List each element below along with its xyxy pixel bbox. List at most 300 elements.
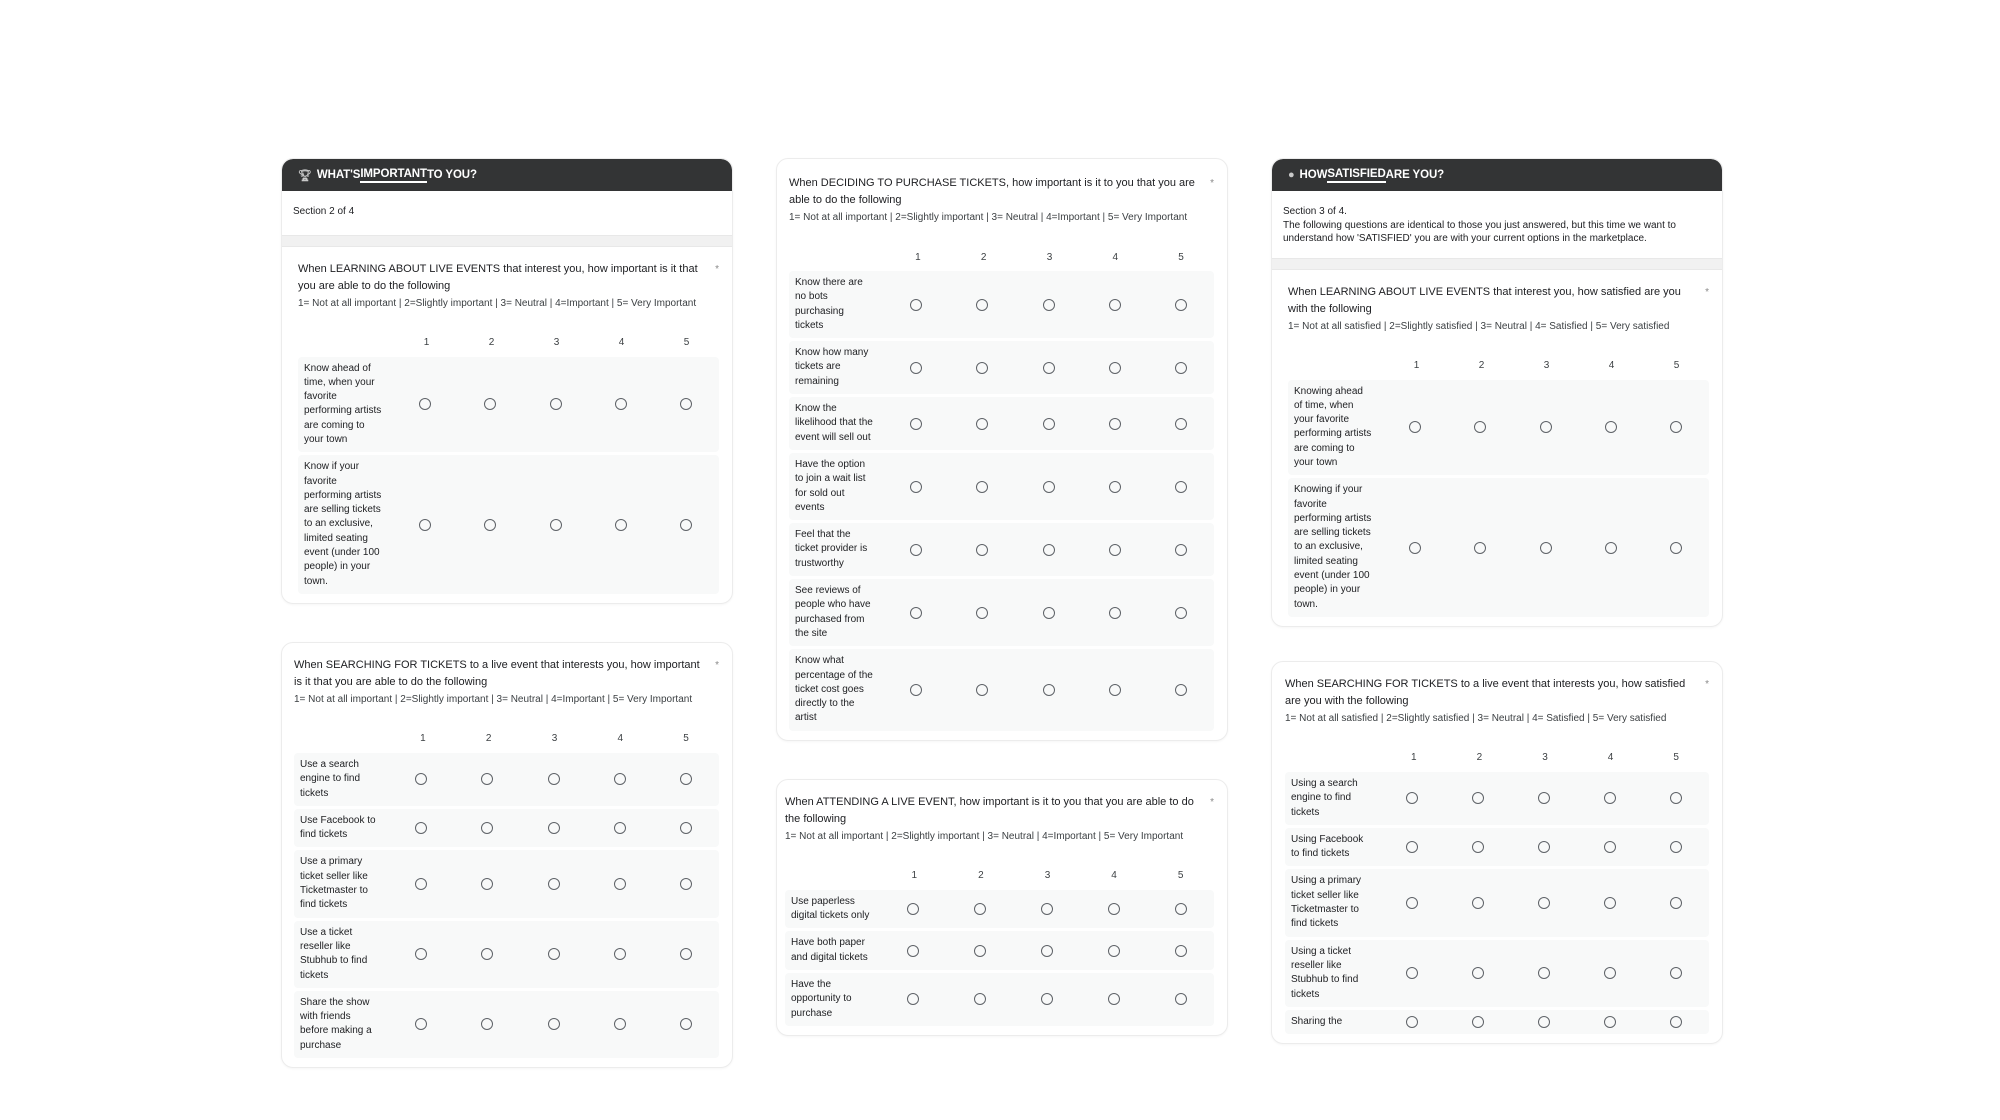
radio-button[interactable] xyxy=(1540,542,1552,554)
radio-button[interactable] xyxy=(548,1018,560,1030)
radio-button[interactable] xyxy=(1472,967,1484,979)
radio-button[interactable] xyxy=(614,822,626,834)
radio-button[interactable] xyxy=(907,903,919,915)
grid-cell xyxy=(1447,421,1512,433)
grid-cell xyxy=(454,1018,520,1030)
grid-column-headers xyxy=(294,725,719,753)
grid-cell xyxy=(1082,607,1148,619)
grid-cell xyxy=(654,519,719,531)
grid-row xyxy=(789,649,1214,730)
grid-cell xyxy=(1013,903,1080,915)
radio-button[interactable] xyxy=(614,948,626,960)
radio-button[interactable] xyxy=(481,1018,493,1030)
question-imp-deciding xyxy=(777,159,1227,740)
radio-button[interactable] xyxy=(1604,897,1616,909)
radio-button[interactable] xyxy=(1406,1016,1418,1028)
radio-button[interactable] xyxy=(1108,993,1120,1005)
radio-button[interactable] xyxy=(680,398,692,410)
required-asterisk: * xyxy=(1705,678,1709,690)
radio-button[interactable] xyxy=(1108,945,1120,957)
radio-button[interactable] xyxy=(1175,903,1187,915)
grid-cell xyxy=(388,1018,454,1030)
radio-button[interactable] xyxy=(1474,542,1486,554)
grid-cell xyxy=(1445,792,1511,804)
radio-button[interactable] xyxy=(976,362,988,374)
grid-cell xyxy=(392,519,457,531)
radio-button[interactable] xyxy=(1043,362,1055,374)
grid-row-label: Know what percentage of the ticket cost goes directly to the artist xyxy=(795,655,873,724)
grid-cell xyxy=(1445,967,1511,979)
radio-button[interactable] xyxy=(976,299,988,311)
grid-column-header: 4 xyxy=(617,733,624,745)
radio-button[interactable] xyxy=(976,481,988,493)
radio-button[interactable] xyxy=(907,993,919,1005)
grid-column-header: 4 xyxy=(1112,251,1119,263)
grid-cell xyxy=(1080,903,1147,915)
grid-cell xyxy=(653,878,719,890)
grid-cell xyxy=(1511,1016,1577,1028)
radio-button[interactable] xyxy=(415,822,427,834)
grid-column-header: 2 xyxy=(980,251,987,263)
radio-button[interactable] xyxy=(1109,299,1121,311)
radio-button[interactable] xyxy=(1474,421,1486,433)
radio-button[interactable] xyxy=(1538,967,1550,979)
section-2-title-post: TO YOU? xyxy=(426,169,477,181)
grid-cell xyxy=(523,398,588,410)
radio-button[interactable] xyxy=(1604,841,1616,853)
grid-cell xyxy=(1148,607,1214,619)
radio-button[interactable] xyxy=(415,773,427,785)
required-asterisk: * xyxy=(1705,286,1709,298)
grid-cell xyxy=(1015,544,1081,556)
grid-row xyxy=(1285,1010,1709,1034)
grid-cell xyxy=(1445,1016,1511,1028)
grid-row xyxy=(785,973,1214,1026)
grid-row xyxy=(785,931,1214,970)
grid-column-header: 1 xyxy=(1411,752,1417,764)
radio-button[interactable] xyxy=(548,948,560,960)
grid-row-label: Have both paper and digital tickets xyxy=(791,937,868,963)
radio-button[interactable] xyxy=(1409,542,1421,554)
section-3-header xyxy=(1272,159,1722,191)
grid-cell xyxy=(1445,897,1511,909)
grid-column-header: 5 xyxy=(1177,870,1184,882)
grid-cell xyxy=(1148,362,1214,374)
radio-button[interactable] xyxy=(1670,542,1682,554)
radio-button[interactable] xyxy=(1406,841,1418,853)
radio-button[interactable] xyxy=(1604,967,1616,979)
question-title: When ATTENDING A LIVE EVENT, how important is it to you that you are able to do the following xyxy=(785,795,1194,825)
grid-cell xyxy=(1644,421,1709,433)
radio-button[interactable] xyxy=(1175,993,1187,1005)
radio-button[interactable] xyxy=(1109,418,1121,430)
radio-button[interactable] xyxy=(1538,841,1550,853)
grid-column-header: 5 xyxy=(1178,251,1184,263)
radio-button[interactable] xyxy=(419,519,431,531)
grid-row-label: Use a ticket reseller like Stubhub to find tickets xyxy=(300,926,368,981)
radio-grid xyxy=(298,329,719,603)
grid-cell xyxy=(1082,362,1148,374)
section-2-subtitle: Section 2 of 4 xyxy=(293,206,355,217)
radio-button[interactable] xyxy=(614,773,626,785)
radio-button[interactable] xyxy=(550,519,562,531)
radio-button[interactable] xyxy=(1043,684,1055,696)
section-3-title-pre: HOW xyxy=(1299,169,1328,181)
grid-column-header: 4 xyxy=(1607,752,1614,764)
grid-column-header: 2 xyxy=(485,733,492,745)
grid-cell xyxy=(457,519,522,531)
divider xyxy=(1272,258,1722,270)
radio-button[interactable] xyxy=(1538,897,1550,909)
radio-button[interactable] xyxy=(1472,792,1484,804)
grid-column-header: 3 xyxy=(553,337,560,348)
grid-row-label: See reviews of people who have purchased from the site xyxy=(795,585,871,639)
grid-row-label: Using Facebook to find tickets xyxy=(1291,833,1364,860)
grid-cell xyxy=(1082,481,1148,493)
grid-cell xyxy=(949,607,1015,619)
required-asterisk: * xyxy=(1210,178,1214,189)
column-satisfaction xyxy=(1271,158,1723,1044)
grid-cell xyxy=(1148,481,1214,493)
radio-button[interactable] xyxy=(1538,792,1550,804)
radio-button[interactable] xyxy=(1472,841,1484,853)
grid-row-label: Have the opportunity to purchase xyxy=(791,978,852,1019)
grid-column-header: 1 xyxy=(915,251,921,263)
grid-cell xyxy=(653,822,719,834)
radio-button[interactable] xyxy=(910,362,922,374)
scale-description: 1= Not at all important | 2=Slightly important | 3= Neutral | 4=Important | 5= Very Important xyxy=(789,212,1188,223)
radio-button[interactable] xyxy=(484,398,496,410)
radio-button[interactable] xyxy=(550,398,562,410)
grid-cell xyxy=(949,299,1015,311)
radio-button[interactable] xyxy=(1109,684,1121,696)
radio-button[interactable] xyxy=(481,948,493,960)
grid-row xyxy=(789,397,1214,450)
radio-button[interactable] xyxy=(484,519,496,531)
radio-button[interactable] xyxy=(974,903,986,915)
grid-row-label: Have the option to join a wait list for sold out events xyxy=(795,458,866,513)
question-imp-learning xyxy=(282,247,732,603)
grid-row xyxy=(1288,380,1709,476)
question-title: When SEARCHING FOR TICKETS to a live event that interests you, how satisfied are you with the following xyxy=(1285,677,1686,707)
grid-column-header: 1 xyxy=(911,870,918,882)
radio-button[interactable] xyxy=(680,519,692,531)
radio-button[interactable] xyxy=(415,878,427,890)
radio-button[interactable] xyxy=(1175,481,1187,493)
grid-cell xyxy=(1015,481,1081,493)
radio-button[interactable] xyxy=(1604,1016,1616,1028)
grid-row xyxy=(294,850,719,917)
grid-cell xyxy=(1147,945,1214,957)
grid-cell xyxy=(587,948,653,960)
radio-button[interactable] xyxy=(976,418,988,430)
grid-cell xyxy=(1080,945,1147,957)
radio-button[interactable] xyxy=(481,878,493,890)
radio-button[interactable] xyxy=(1175,684,1187,696)
radio-button[interactable] xyxy=(415,1018,427,1030)
radio-button[interactable] xyxy=(1109,362,1121,374)
grid-column-header: 5 xyxy=(1673,752,1679,764)
grid-row xyxy=(294,921,719,988)
radio-button[interactable] xyxy=(1043,544,1055,556)
required-asterisk: * xyxy=(1210,796,1214,808)
radio-button[interactable] xyxy=(1175,945,1187,957)
grid-row-label: Use a search engine to find tickets xyxy=(300,758,361,799)
radio-button[interactable] xyxy=(1406,792,1418,804)
radio-button[interactable] xyxy=(548,773,560,785)
radio-button[interactable] xyxy=(1109,607,1121,619)
radio-button[interactable] xyxy=(1175,362,1187,374)
grid-cell xyxy=(1379,841,1445,853)
grid-row xyxy=(1285,772,1709,825)
radio-button[interactable] xyxy=(910,418,922,430)
grid-cell xyxy=(520,822,586,834)
grid-cell xyxy=(587,878,653,890)
radio-button[interactable] xyxy=(680,948,692,960)
section-3-title-emphasis: SATISFIED xyxy=(1327,168,1385,183)
grid-cell xyxy=(654,398,719,410)
grid-column-header: 4 xyxy=(1111,870,1117,882)
radio-button[interactable] xyxy=(680,773,692,785)
grid-cell xyxy=(1148,418,1214,430)
radio-button[interactable] xyxy=(680,1018,692,1030)
grid-cell xyxy=(946,903,1013,915)
question-title: When LEARNING ABOUT LIVE EVENTS that interest you, how important is it that you are able to do the following xyxy=(298,262,698,292)
radio-button[interactable] xyxy=(976,607,988,619)
grid-row-label: Share the show with friends before making a purchase xyxy=(300,996,372,1051)
radio-button[interactable] xyxy=(1605,421,1617,433)
radio-button[interactable] xyxy=(1538,1016,1550,1028)
radio-button[interactable] xyxy=(481,822,493,834)
radio-button[interactable] xyxy=(680,878,692,890)
radio-button[interactable] xyxy=(910,481,922,493)
radio-button[interactable] xyxy=(481,773,493,785)
grid-cell xyxy=(879,945,946,957)
grid-cell xyxy=(879,993,946,1005)
section-2-title-emphasis: IMPORTANT xyxy=(360,168,427,183)
radio-button[interactable] xyxy=(1043,418,1055,430)
grid-cell xyxy=(1511,841,1577,853)
radio-button[interactable] xyxy=(974,993,986,1005)
radio-button[interactable] xyxy=(1043,299,1055,311)
grid-cell xyxy=(454,773,520,785)
grid-column-headers xyxy=(1288,352,1709,380)
radio-button[interactable] xyxy=(1175,544,1187,556)
required-asterisk: * xyxy=(715,659,719,671)
grid-cell xyxy=(946,993,1013,1005)
scale-description: 1= Not at all important | 2=Slightly important | 3= Neutral | 4=Important | 5= Very Important xyxy=(294,693,693,705)
grid-column-header: 2 xyxy=(1476,752,1483,764)
grid-row-label: Knowing ahead of time, when your favorite performing artists are coming to your town xyxy=(1294,385,1372,468)
grid-cell xyxy=(949,544,1015,556)
grid-cell xyxy=(1379,792,1445,804)
grid-row-label: Know if your favorite performing artists are selling tickets to an exclusive, limited seating event (under 100 people) in your town. xyxy=(304,461,382,587)
section-3-title-post: ARE YOU? xyxy=(1385,169,1445,181)
radio-grid xyxy=(785,862,1214,1035)
radio-button[interactable] xyxy=(615,519,627,531)
radio-button[interactable] xyxy=(1670,897,1682,909)
grid-cell xyxy=(587,822,653,834)
grid-cell xyxy=(1082,299,1148,311)
grid-row xyxy=(789,271,1214,338)
grid-column-header: 3 xyxy=(1543,360,1550,371)
radio-button[interactable] xyxy=(1175,418,1187,430)
radio-grid xyxy=(294,725,719,1067)
radio-button[interactable] xyxy=(1670,421,1682,433)
grid-cell xyxy=(1015,299,1081,311)
radio-button[interactable] xyxy=(615,398,627,410)
face-icon: ● xyxy=(1288,169,1295,181)
grid-column-header: 2 xyxy=(1478,360,1485,371)
radio-button[interactable] xyxy=(1175,607,1187,619)
grid-column-header: 1 xyxy=(423,337,430,348)
radio-button[interactable] xyxy=(1108,903,1120,915)
grid-cell xyxy=(520,878,586,890)
grid-column-header: 3 xyxy=(1044,870,1051,882)
grid-cell xyxy=(1513,542,1578,554)
grid-cell xyxy=(520,773,586,785)
grid-cell xyxy=(588,519,653,531)
radio-button[interactable] xyxy=(1043,607,1055,619)
question-imp-searching xyxy=(282,643,732,1067)
grid-row-label: Feel that the ticket provider is trustworthy xyxy=(795,529,868,569)
question-sat-learning xyxy=(1272,270,1722,626)
radio-button[interactable] xyxy=(910,607,922,619)
grid-row xyxy=(294,753,719,806)
radio-button[interactable] xyxy=(976,684,988,696)
grid-cell xyxy=(946,945,1013,957)
grid-cell xyxy=(1643,792,1709,804)
radio-button[interactable] xyxy=(1109,481,1121,493)
radio-button[interactable] xyxy=(1041,903,1053,915)
grid-column-headers xyxy=(785,862,1214,890)
grid-cell xyxy=(1577,897,1643,909)
grid-row xyxy=(1288,478,1709,617)
radio-button[interactable] xyxy=(614,1018,626,1030)
radio-button[interactable] xyxy=(1670,967,1682,979)
grid-cell xyxy=(523,519,588,531)
question-card-imp-deciding xyxy=(776,158,1228,741)
radio-button[interactable] xyxy=(1670,1016,1682,1028)
radio-button[interactable] xyxy=(910,299,922,311)
grid-cell xyxy=(1513,421,1578,433)
question-card-sat-searching xyxy=(1271,661,1723,1044)
question-card-imp-attending xyxy=(776,779,1228,1036)
grid-cell xyxy=(1577,1016,1643,1028)
grid-row-label: Know there are no bots purchasing tickets xyxy=(795,277,863,331)
grid-cell xyxy=(1511,897,1577,909)
radio-grid xyxy=(1288,352,1709,626)
grid-cell xyxy=(454,948,520,960)
radio-button[interactable] xyxy=(1041,993,1053,1005)
grid-column-header: 1 xyxy=(420,733,426,745)
grid-cell xyxy=(883,362,949,374)
radio-button[interactable] xyxy=(974,945,986,957)
grid-column-header: 2 xyxy=(488,337,495,348)
grid-column-headers xyxy=(1285,744,1709,772)
grid-row xyxy=(789,341,1214,394)
radio-button[interactable] xyxy=(1406,897,1418,909)
grid-cell xyxy=(1379,1016,1445,1028)
radio-button[interactable] xyxy=(1605,542,1617,554)
grid-row-label: Use paperless digital tickets only xyxy=(791,895,870,922)
radio-grid xyxy=(789,243,1214,740)
radio-button[interactable] xyxy=(419,398,431,410)
radio-button[interactable] xyxy=(1409,421,1421,433)
grid-row xyxy=(298,357,719,453)
grid-cell xyxy=(1082,684,1148,696)
grid-row-label: Using a primary ticket seller like Ticketmaster to find tickets xyxy=(1291,875,1362,930)
grid-row-label: Use Facebook to find tickets xyxy=(300,814,376,841)
radio-button[interactable] xyxy=(1604,792,1616,804)
radio-button[interactable] xyxy=(1109,544,1121,556)
radio-button[interactable] xyxy=(548,878,560,890)
question-sat-searching xyxy=(1272,662,1722,1043)
grid-cell xyxy=(1382,421,1447,433)
section-3-card xyxy=(1271,158,1723,627)
radio-button[interactable] xyxy=(1041,945,1053,957)
grid-row xyxy=(789,523,1214,576)
radio-button[interactable] xyxy=(907,945,919,957)
radio-button[interactable] xyxy=(1406,967,1418,979)
grid-cell xyxy=(1379,897,1445,909)
radio-button[interactable] xyxy=(1043,481,1055,493)
radio-button[interactable] xyxy=(976,544,988,556)
grid-cell xyxy=(1643,841,1709,853)
radio-button[interactable] xyxy=(1670,841,1682,853)
grid-cell xyxy=(1015,418,1081,430)
radio-button[interactable] xyxy=(415,948,427,960)
grid-cell xyxy=(1080,993,1147,1005)
grid-row-label: Using a search engine to find tickets xyxy=(1291,777,1358,818)
question-title: When DECIDING TO PURCHASE TICKETS, how important is it to you that you are able to do the following xyxy=(789,177,1195,206)
radio-button[interactable] xyxy=(910,684,922,696)
radio-button[interactable] xyxy=(1670,792,1682,804)
grid-column-header: 1 xyxy=(1413,360,1420,371)
grid-cell xyxy=(388,822,454,834)
radio-button[interactable] xyxy=(910,544,922,556)
section-2-title-pre: WHAT'S xyxy=(316,169,361,181)
grid-cell xyxy=(1445,841,1511,853)
radio-button[interactable] xyxy=(614,878,626,890)
radio-button[interactable] xyxy=(548,822,560,834)
grid-cell xyxy=(1577,792,1643,804)
radio-button[interactable] xyxy=(1472,1016,1484,1028)
grid-cell xyxy=(1013,945,1080,957)
grid-cell xyxy=(1148,684,1214,696)
column-importance-1 xyxy=(281,158,733,1068)
grid-cell xyxy=(1148,299,1214,311)
divider xyxy=(282,235,732,247)
section-2-header xyxy=(282,159,732,191)
grid-column-header: 4 xyxy=(1608,360,1615,371)
grid-cell xyxy=(653,773,719,785)
grid-row xyxy=(1285,869,1709,936)
trophy-icon: 🏆︎ xyxy=(298,169,312,182)
radio-button[interactable] xyxy=(1175,299,1187,311)
grid-cell xyxy=(883,481,949,493)
grid-cell xyxy=(949,684,1015,696)
scale-description: 1= Not at all satisfied | 2=Slightly satisfied | 3= Neutral | 4= Satisfied | 5= Very satisfied xyxy=(1285,712,1667,724)
grid-cell xyxy=(1578,542,1643,554)
grid-cell xyxy=(883,544,949,556)
grid-column-header: 3 xyxy=(1046,251,1053,263)
grid-cell xyxy=(1015,684,1081,696)
radio-button[interactable] xyxy=(1540,421,1552,433)
radio-button[interactable] xyxy=(680,822,692,834)
radio-button[interactable] xyxy=(1472,897,1484,909)
grid-column-header: 3 xyxy=(1542,752,1548,764)
